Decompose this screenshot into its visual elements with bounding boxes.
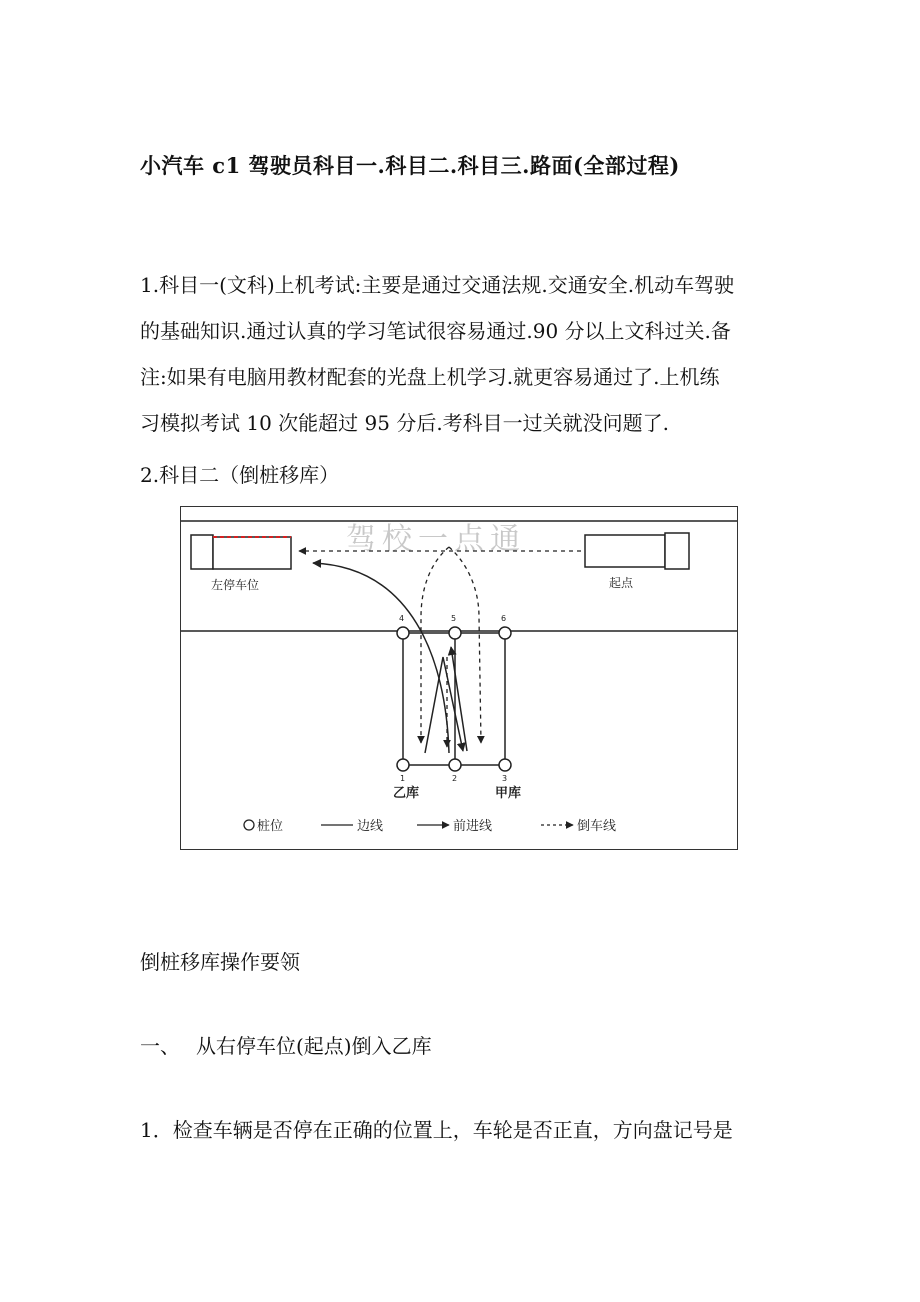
legend-reverse-line-label: 倒车线 xyxy=(577,819,617,834)
page-title: 小汽车 c1 驾驶员科目一.科目二.科目三.路面(全部过程) xyxy=(140,153,680,178)
reverse-parking-diagram xyxy=(180,506,738,850)
pile-number: 6 xyxy=(501,614,507,623)
pile-number: 2 xyxy=(452,774,458,783)
step-heading xyxy=(140,1030,432,1059)
garage-b-label: 乙库 xyxy=(393,786,420,801)
start-label: 起点 xyxy=(609,576,634,590)
pile-number: 1 xyxy=(400,774,406,783)
left-parking-car xyxy=(191,535,291,569)
legend-pile-icon xyxy=(244,820,254,830)
step-heading-number: 一、 xyxy=(140,1034,180,1058)
garage-outline xyxy=(403,633,505,765)
pile-5 xyxy=(449,627,461,639)
paragraph-line: 注:如果有电脑用教材配套的光盘上机学习.就更容易通过了.上机练 xyxy=(140,365,720,389)
pile-6 xyxy=(499,627,511,639)
paragraph-line: 的基础知识.通过认真的学习笔试很容易通过.90 分以上文科过关.备 xyxy=(140,319,731,343)
left-parking-label: 左停车位 xyxy=(211,578,260,592)
pile-number: 5 xyxy=(451,614,457,623)
garage-a-label: 甲库 xyxy=(495,786,522,801)
pile-number: 3 xyxy=(502,774,508,783)
paragraph-line: 习模拟考试 10 次能超过 95 分后.考科目一过关就没问题了. xyxy=(140,411,670,435)
paragraph-subject-two: 2.科目二（倒桩移库） xyxy=(140,463,340,487)
start-car xyxy=(585,533,689,569)
watermark: 驾校一点通 xyxy=(346,522,526,557)
pile-1 xyxy=(397,759,409,771)
reverse-curve-left xyxy=(421,547,449,743)
paragraph-subject-one xyxy=(140,262,790,446)
step-heading-text: 从右停车位(起点)倒入乙库 xyxy=(196,1034,432,1058)
pile-3 xyxy=(499,759,511,771)
step-one-text: 1．检查车辆是否停在正确的位置上，车轮是否正直，方向盘记号是 xyxy=(140,1118,733,1142)
paragraph-line: 1.科目一(文科)上机考试:主要是通过交通法规.交通安全.机动车驾驶 xyxy=(140,273,735,297)
legend xyxy=(244,818,616,834)
legend-pile-label: 桩位 xyxy=(257,819,284,834)
forward-line-to-left xyxy=(313,563,449,753)
legend-forward-line-label: 前进线 xyxy=(453,819,493,834)
legend-edge-line-label: 边线 xyxy=(357,819,384,834)
pile-number: 4 xyxy=(399,614,405,623)
pile-4 xyxy=(397,627,409,639)
reverse-curve-right xyxy=(449,547,481,743)
pile-2 xyxy=(449,759,461,771)
section-heading: 倒桩移库操作要领 xyxy=(140,950,300,974)
